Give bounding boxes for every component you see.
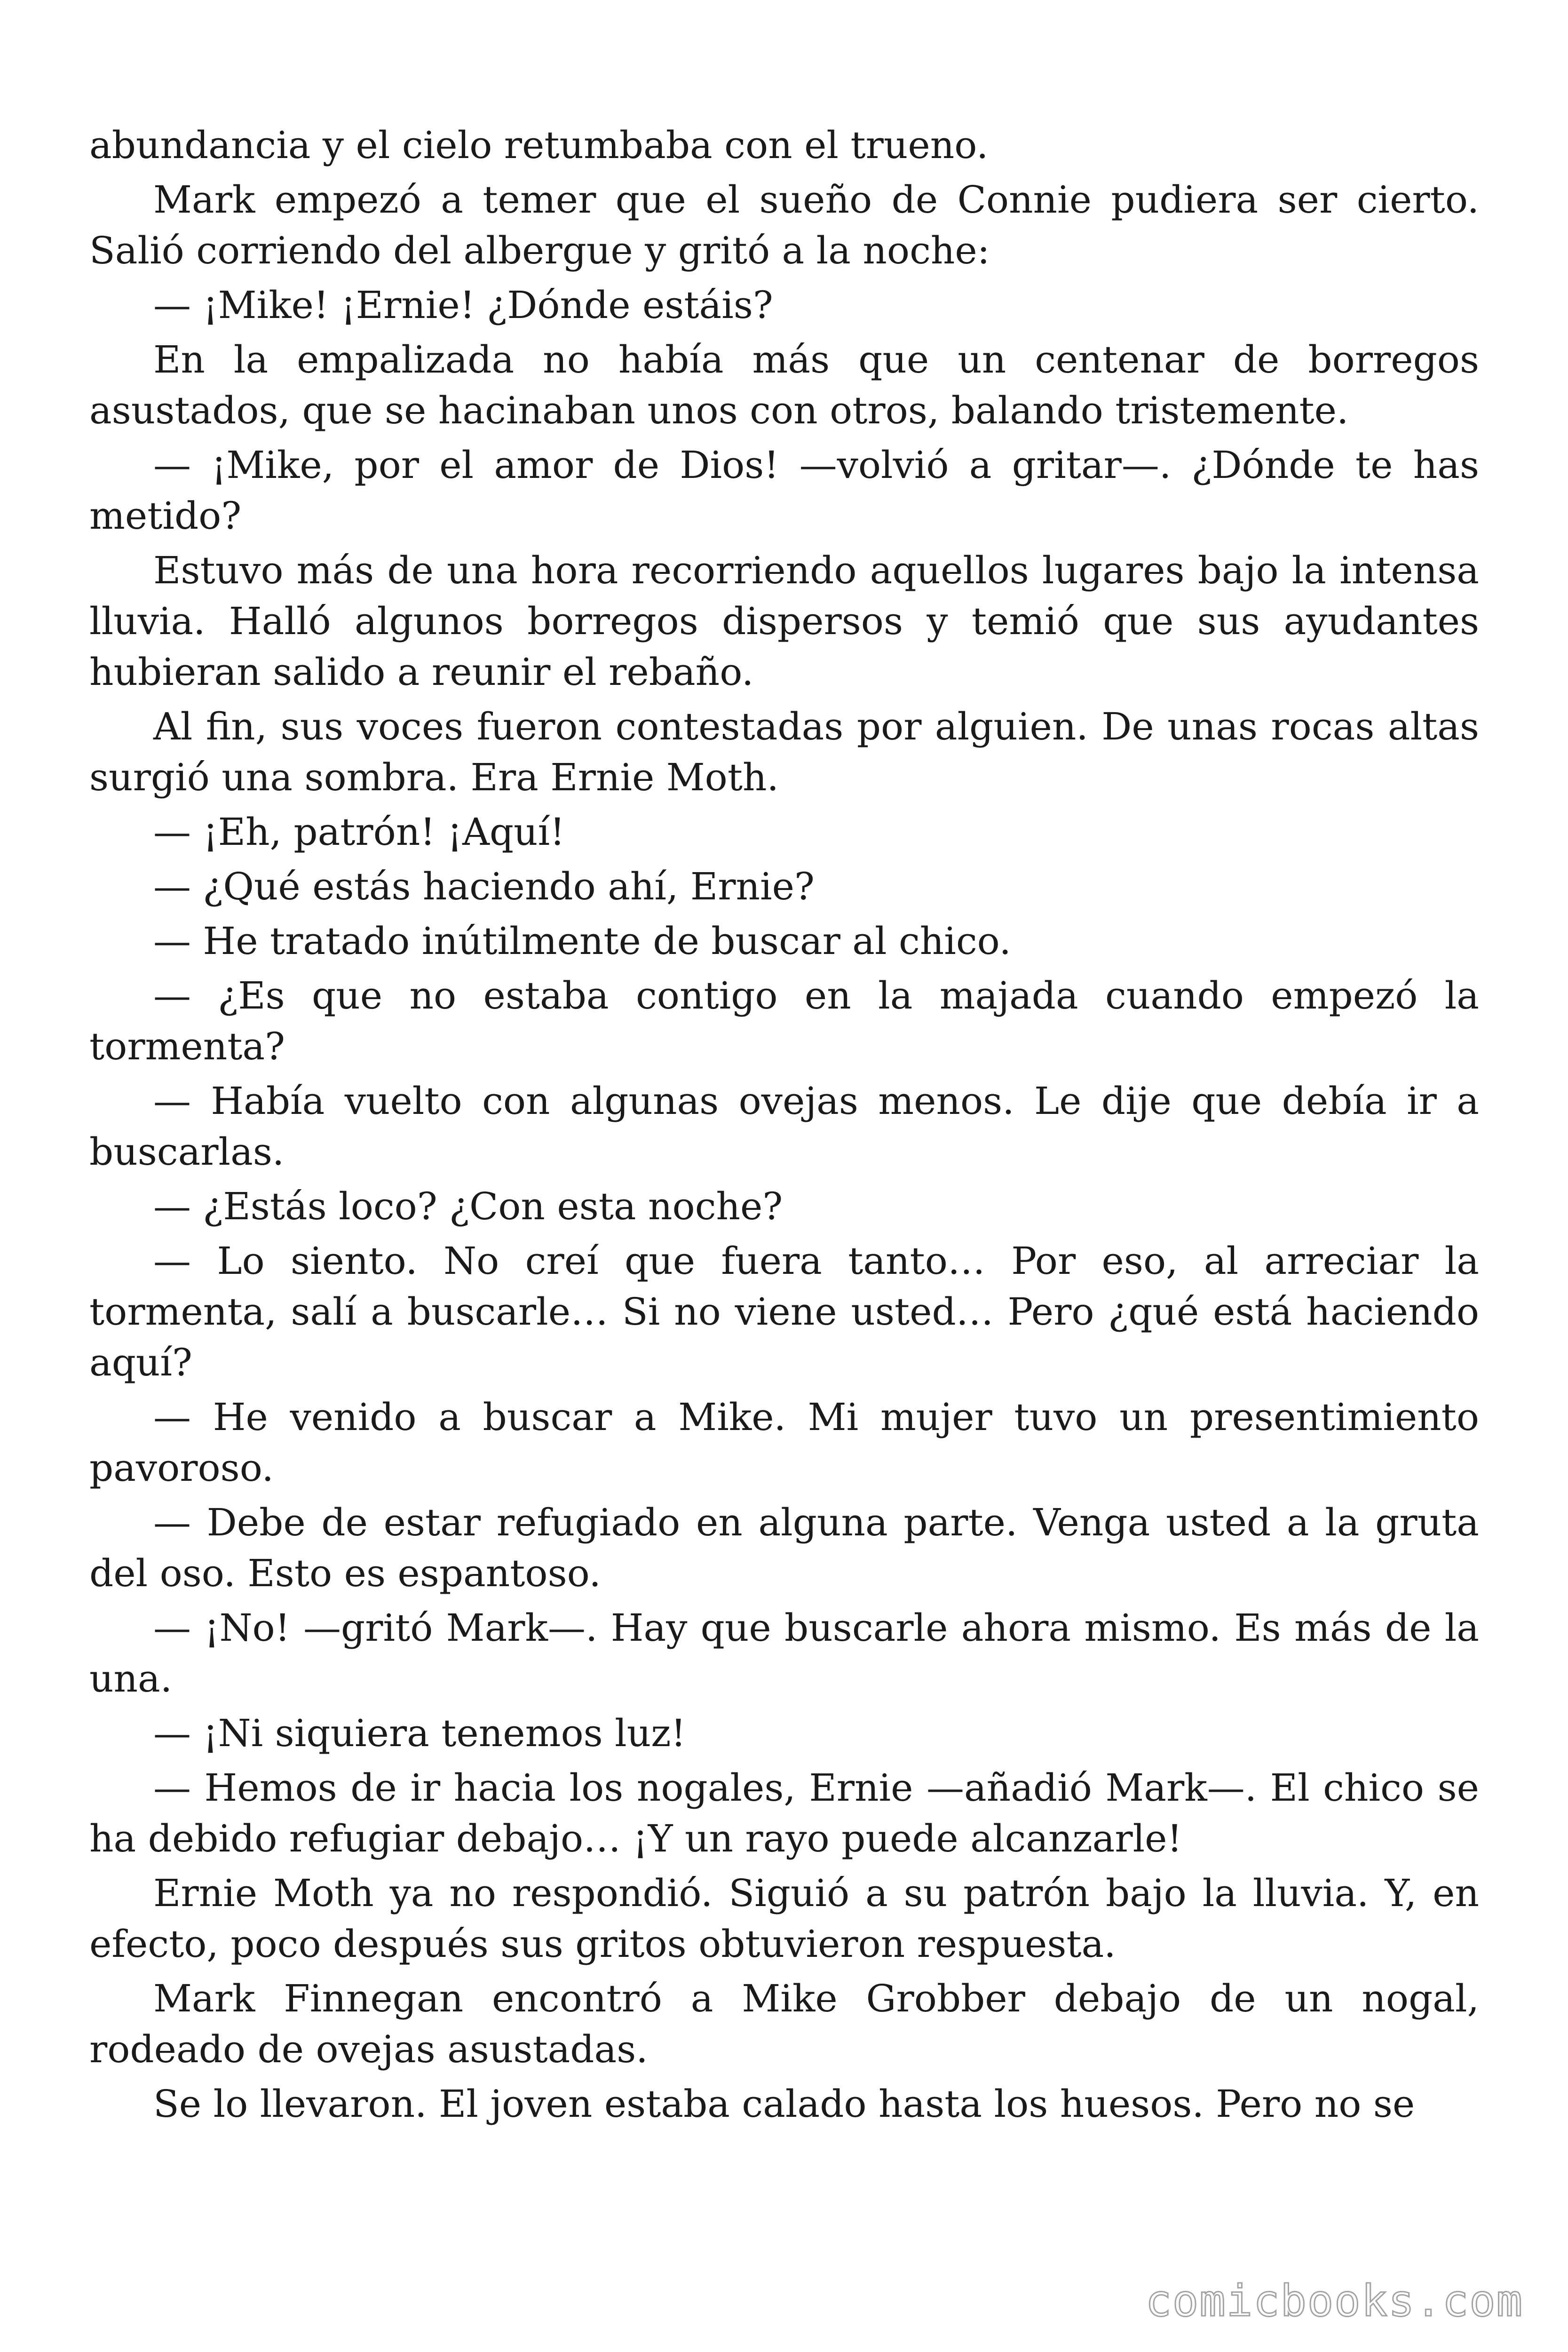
paragraph-continuation: abundancia y el cielo retumbaba con el trueno. bbox=[89, 123, 989, 167]
dialogue-line: — ¡No! —gritó Mark—. Hay que buscarle ahora mismo. Es más de la una. bbox=[89, 1606, 1479, 1700]
dialogue-line: — He tratado inútilmente de buscar al chico. bbox=[153, 919, 1011, 963]
paragraph: En la empalizada no había más que un centenar de borregos asustados, que se hacinaban unos con otros, balando tristemente. bbox=[89, 338, 1479, 432]
dialogue-line: — ¡Ni siquiera tenemos luz! bbox=[153, 1711, 686, 1755]
dialogue-line: — ¿Es que no estaba contigo en la majada cuando empezó la tormenta? bbox=[89, 974, 1479, 1068]
dialogue-line: — Lo siento. No creí que fuera tanto… Por eso, al arreciar la tormenta, salí a buscarle… Si no viene usted… Pero ¿qué está haciendo aquí? bbox=[89, 1239, 1479, 1384]
dialogue-line: — He venido a buscar a Mike. Mi mujer tuvo un presentimiento pavoroso. bbox=[89, 1395, 1479, 1490]
dialogue-line: — ¿Estás loco? ¿Con esta noche? bbox=[153, 1184, 783, 1228]
dialogue-line: — ¡Mike, por el amor de Dios! —volvió a gritar—. ¿Dónde te has metido? bbox=[89, 443, 1479, 538]
dialogue-line: — Debe de estar refugiado en alguna parte. Venga usted a la gruta del oso. Esto es espantoso. bbox=[89, 1501, 1479, 1595]
paragraph: Mark empezó a temer que el sueño de Connie pudiera ser cierto. Salió corriendo del albergue y gritó a la noche: bbox=[89, 178, 1479, 272]
watermark: comicbooks.com bbox=[1145, 2276, 1523, 2326]
paragraph: Mark Finnegan encontró a Mike Grobber debajo de un nogal, rodeado de ovejas asustadas. bbox=[89, 1977, 1479, 2071]
dialogue-line: — ¿Qué estás haciendo ahí, Ernie? bbox=[153, 865, 815, 908]
paragraph: Ernie Moth ya no respondió. Siguió a su patrón bajo la lluvia. Y, en efecto, poco después sus gritos obtuvieron respuesta. bbox=[89, 1871, 1479, 1966]
paragraph-last: Se lo llevaron. El joven estaba calado hasta los huesos. Pero no se bbox=[153, 2082, 1415, 2126]
dialogue-line: — Hemos de ir hacia los nogales, Ernie —añadió Mark—. El chico se ha debido refugiar debajo… ¡Y un rayo puede alcanzarle! bbox=[89, 1766, 1479, 1860]
dialogue-line: — Había vuelto con algunas ovejas menos. Le dije que debía ir a buscarlas. bbox=[89, 1079, 1479, 1174]
dialogue-line: — ¡Mike! ¡Ernie! ¿Dónde estáis? bbox=[153, 283, 773, 327]
dialogue-line: — ¡Eh, patrón! ¡Aquí! bbox=[153, 810, 565, 854]
page-body bbox=[89, 120, 1479, 2133]
paragraph: Estuvo más de una hora recorriendo aquellos lugares bajo la intensa lluvia. Halló algunos borregos dispersos y temió que sus ayudantes hubieran salido a reunir el rebaño. bbox=[89, 548, 1479, 694]
paragraph: Al fin, sus voces fueron contestadas por alguien. De unas rocas altas surgió una sombra. Era Ernie Moth. bbox=[89, 705, 1479, 799]
